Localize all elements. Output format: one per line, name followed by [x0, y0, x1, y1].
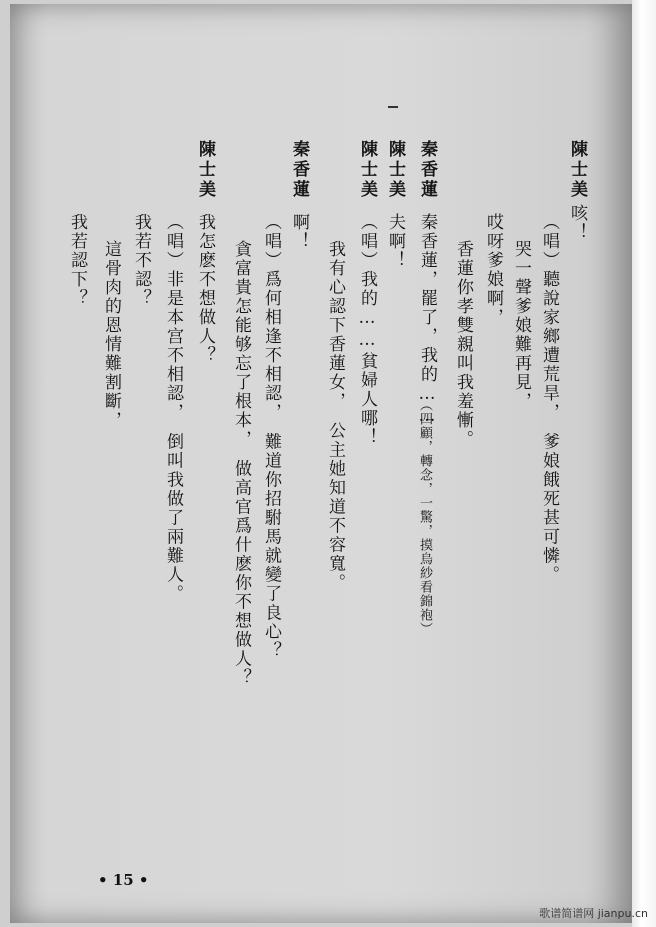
speaker-name: 陳士美: [567, 140, 587, 200]
dialogue-line: 香蓮你孝雙親叫我羞慚。: [453, 240, 473, 449]
dialogue-line: 夫啊！: [385, 213, 405, 270]
dialogue-line: 我若認下？: [67, 213, 87, 308]
speaker-name: 陳士美: [385, 140, 405, 200]
page-number: • 15 •: [98, 871, 149, 889]
dialogue-line: 啊！: [289, 213, 309, 251]
dialogue-line: 貪富貴怎能够忘了根本， 做高官爲什麽你不想做人？: [231, 240, 251, 688]
page-edge: [632, 0, 656, 927]
dialogue-line: 哭一聲爹娘難再見，: [511, 240, 531, 411]
dialogue-line: 我怎麽不想做人？: [195, 213, 215, 365]
speaker-name: 陳士美: [195, 140, 215, 200]
ink-mark: [388, 106, 398, 108]
dialogue-line: 我有心認下香蓮女， 公主她知道不容寬。: [325, 240, 345, 593]
speaker-name: 秦香蓮: [289, 140, 309, 200]
speaker-name: 秦香蓮: [417, 140, 437, 200]
speaker-name: 陳士美: [357, 140, 377, 200]
site-watermark: 歌谱简谱网 jianpu.cn: [539, 907, 648, 920]
dialogue-line: （唱）爲何相逢不相認， 難道你招駙馬就變了良心？: [261, 213, 281, 661]
dialogue-line: 我若不認？: [131, 213, 151, 308]
dialogue-line: （唱）聽說家鄉遭荒旱， 爹娘餓死甚可憐。: [539, 213, 559, 585]
dialogue-line: 秦香蓮，罷了，我的……: [417, 213, 437, 428]
dialogue-line: 哎呀爹娘啊，: [483, 213, 503, 327]
dialogue-line: （唱）我的……貧婦人哪！: [357, 213, 377, 447]
dialogue-line: （唱）非是本宫不相認， 倒叫我做了兩難人。: [163, 213, 183, 604]
stage-direction: （四顧，轉念，一驚，摸烏紗看錦袍）: [417, 398, 432, 636]
dialogue-line: 這骨肉的恩情難割斷，: [101, 240, 121, 430]
dialogue-line: 咳！: [567, 204, 587, 242]
